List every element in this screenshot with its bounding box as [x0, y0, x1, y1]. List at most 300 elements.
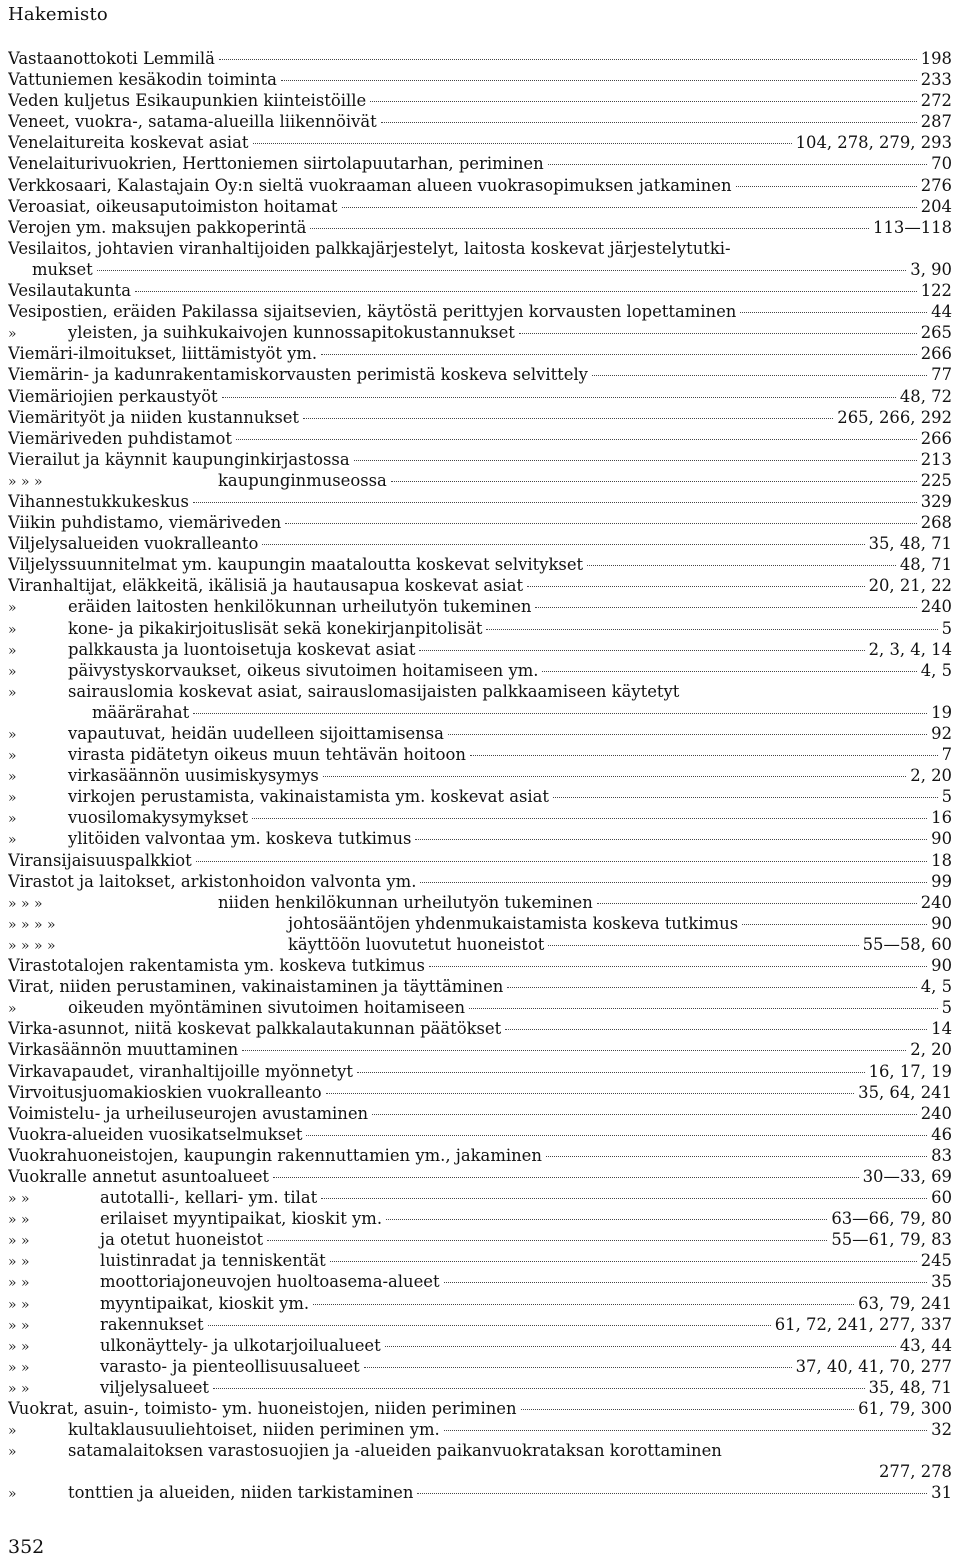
entry-pages: 266	[920, 344, 952, 364]
dot-leader	[354, 460, 917, 461]
entry-pages: 18	[931, 850, 952, 870]
index-entry	[8, 1145, 952, 1166]
entry-text: Viemäriveden puhdistamot	[8, 428, 232, 448]
ditto-mark: »	[8, 811, 17, 828]
dot-leader	[505, 1029, 927, 1030]
page-header: Hakemisto	[8, 4, 108, 25]
index-entry	[8, 1103, 952, 1124]
entry-pages: 5	[941, 618, 952, 638]
entry-pages: 61, 72, 241, 277, 337	[774, 1314, 952, 1334]
entry-pages: 268	[920, 513, 952, 533]
index-entry	[8, 1187, 952, 1208]
dot-leader	[321, 354, 917, 355]
dot-leader	[470, 755, 938, 756]
entry-text: Venelaiturivuokrien, Herttoniemen siirtolapuutarhan, periminen	[8, 154, 544, 174]
dot-leader	[252, 818, 927, 819]
dot-leader	[313, 1304, 854, 1305]
entry-text: Veneet, vuokra-, satama-alueilla liikennöivät	[8, 112, 377, 132]
dot-leader	[420, 882, 927, 883]
dot-leader	[587, 565, 896, 566]
entry-pages: 35, 48, 71	[868, 534, 952, 554]
entry-text: Viranhaltijat, eläkkeitä, ikälisiä ja hautausapua koskevat asiat	[8, 576, 524, 596]
entry-pages: 233	[920, 70, 952, 90]
entry-text: Viransijaisuuspalkkiot	[8, 850, 192, 870]
ditto-mark: »	[8, 832, 17, 849]
dot-leader	[736, 186, 917, 187]
index-entry	[8, 1061, 952, 1082]
entry-pages: 37, 40, 41, 70, 277	[795, 1356, 952, 1376]
dot-leader	[391, 481, 917, 482]
entry-text-continuation: mukset	[32, 259, 93, 279]
entry-pages: 20, 21, 22	[868, 576, 952, 596]
dot-leader	[253, 143, 792, 144]
entry-pages: 48, 71	[899, 555, 952, 575]
dot-leader	[262, 544, 864, 545]
index-entry	[8, 786, 952, 807]
entry-text: Virkavapaudet, viranhaltijoille myönnetyt	[8, 1061, 353, 1081]
ditto-mark: » » » »	[8, 916, 56, 933]
ditto-mark: » »	[8, 1275, 30, 1292]
index-entry	[8, 428, 952, 449]
entry-text: Viemärityöt ja niiden kustannukset	[8, 407, 300, 427]
entry-text: luistinradat ja tenniskentät	[100, 1251, 326, 1271]
entry-text: Viikin puhdistamo, viemäriveden	[8, 513, 282, 533]
dot-leader	[527, 586, 864, 587]
entry-pages: 35	[931, 1272, 952, 1292]
dot-leader	[370, 101, 917, 102]
dot-leader	[135, 291, 917, 292]
entry-text: kone- ja pikakirjoituslisät sekä konekirjanpitolisät	[68, 618, 483, 638]
index-entry	[8, 69, 952, 90]
index-entry	[8, 153, 952, 174]
entry-pages: 329	[920, 491, 952, 511]
ditto-mark: »	[8, 642, 17, 659]
entry-text: virkojen perustamista, vakinaistamista ym. koskevat asiat	[68, 787, 550, 807]
entry-text: Virvoitusjuomakioskien vuokralleanto	[8, 1082, 322, 1102]
dot-leader	[372, 1114, 917, 1115]
ditto-mark: » »	[8, 1296, 30, 1313]
index-entry	[8, 765, 952, 786]
entry-pages: 99	[931, 871, 952, 891]
entry-text: autotalli-, kellari- ym. tilat	[100, 1188, 318, 1208]
entry-pages: 77	[931, 365, 952, 385]
ditto-mark: »	[8, 663, 17, 680]
entry-text: Venelaitureita koskevat asiat	[8, 133, 249, 153]
entry-text: Viemärin- ja kadunrakentamiskorvausten perimistä koskeva selvittely	[8, 365, 588, 385]
entry-text: myyntipaikat, kioskit ym.	[100, 1293, 310, 1313]
index-entry	[8, 1335, 952, 1356]
index-entry	[8, 1039, 952, 1060]
entry-text: ylitöiden valvontaa ym. koskeva tutkimus	[68, 829, 412, 849]
entry-text: Verojen ym. maksujen pakkoperintä	[8, 217, 307, 237]
index-entry	[8, 1208, 952, 1229]
dot-leader	[542, 671, 916, 672]
entry-pages: 113—118	[873, 217, 952, 237]
index-entry	[8, 1377, 952, 1398]
entry-pages: 35, 48, 71	[868, 1377, 952, 1397]
ditto-mark: » »	[8, 1254, 30, 1271]
dot-leader	[469, 1008, 938, 1009]
dot-leader	[535, 607, 916, 608]
entry-pages: 213	[920, 449, 952, 469]
index-entry	[8, 934, 952, 955]
entry-pages: 19	[931, 702, 952, 722]
index-entry	[8, 1250, 952, 1271]
index-entry-continuation	[8, 702, 952, 723]
entry-text-continuation: määrärahat	[92, 702, 190, 722]
dot-leader	[521, 1409, 855, 1410]
entry-pages: 60	[931, 1188, 952, 1208]
ditto-mark: » »	[8, 1191, 30, 1208]
dot-leader	[357, 1072, 865, 1073]
ditto-mark: »	[8, 1423, 17, 1440]
entry-pages: 90	[931, 913, 952, 933]
ditto-mark: » »	[8, 1233, 30, 1250]
index-entry	[8, 343, 952, 364]
entry-pages: 2, 3, 4, 14	[868, 639, 952, 659]
entry-pages: 287	[920, 112, 952, 132]
entry-text: kultaklausuuliehtoiset, niiden periminen ym.	[68, 1420, 440, 1440]
entry-text: Vattuniemen kesäkodin toiminta	[8, 70, 277, 90]
index-entry	[8, 1293, 952, 1314]
ditto-mark: » » »	[8, 473, 43, 490]
index-entry	[8, 976, 952, 997]
entry-text: ulkonäyttely- ja ulkotarjoilualueet	[100, 1335, 381, 1355]
entry-text: rakennukset	[100, 1314, 204, 1334]
entry-text: Veroasiat, oikeusaputoimiston hoitamat	[8, 196, 338, 216]
dot-leader	[281, 80, 917, 81]
entry-pages: 272	[920, 91, 952, 111]
entry-text: kaupunginmuseossa	[218, 470, 387, 490]
entry-pages: 63—66, 79, 80	[831, 1209, 952, 1229]
index-entry	[8, 807, 952, 828]
entry-text: Vuokralle annetut asuntoalueet	[8, 1166, 269, 1186]
entry-text: niiden henkilökunnan urheilutyön tukeminen	[218, 892, 593, 912]
index-entry	[8, 491, 952, 512]
index-entry	[8, 1124, 952, 1145]
entry-pages: 16, 17, 19	[868, 1061, 952, 1081]
index-entry	[8, 364, 952, 385]
entry-pages: 35, 64, 241	[858, 1082, 952, 1102]
dot-leader	[310, 228, 869, 229]
ditto-mark: » »	[8, 1359, 30, 1376]
index-entry	[8, 1166, 952, 1187]
entry-text: Vastaanottokoti Lemmilä	[8, 49, 215, 68]
dot-leader	[386, 1219, 827, 1220]
entry-text: vapautuvat, heidän uudelleen sijoittamisensa	[68, 724, 444, 743]
entry-pages: 277, 278	[879, 1462, 952, 1482]
ditto-mark: »	[8, 769, 17, 786]
entry-pages: 4, 5	[920, 977, 952, 997]
entry-pages: 245	[920, 1251, 952, 1271]
index-entry	[8, 280, 952, 301]
index-entry	[8, 871, 952, 892]
index-entry	[8, 1314, 952, 1335]
index-entry	[8, 238, 952, 259]
ditto-mark: »	[8, 600, 17, 617]
entry-pages: 266	[920, 428, 952, 448]
entry-text: Virastotalojen rakentamista ym. koskeva tutkimus	[8, 956, 425, 976]
ditto-mark: »	[8, 1486, 17, 1503]
dot-leader	[444, 1282, 928, 1283]
index-entry	[8, 322, 952, 343]
entry-pages: 2, 20	[910, 766, 952, 786]
index-entry	[8, 660, 952, 681]
index-entry	[8, 1271, 952, 1292]
entry-pages: 44	[931, 302, 952, 322]
entry-pages: 3, 90	[910, 259, 952, 279]
dot-leader	[546, 1156, 927, 1157]
entry-pages: 43, 44	[899, 1335, 952, 1355]
entry-pages: 4, 5	[920, 660, 952, 680]
entry-pages: 240	[920, 597, 952, 617]
entry-text: eräiden laitosten henkilökunnan urheilutyön tukeminen	[68, 597, 532, 617]
entry-text: Vuokrat, asuin-, toimisto- ym. huoneistojen, niiden periminen	[8, 1399, 517, 1418]
dot-leader	[553, 797, 938, 798]
dot-leader	[429, 966, 927, 967]
entry-text: Viemäriojien perkaustyöt	[8, 386, 218, 406]
entry-pages: 63, 79, 241	[858, 1293, 952, 1313]
dot-leader	[385, 1346, 896, 1347]
index-entry	[8, 892, 952, 913]
entry-text: viljelysalueet	[100, 1377, 209, 1397]
entry-text: virasta pidätetyn oikeus muun tehtävän hoitoon	[68, 745, 466, 765]
dot-leader	[242, 1050, 906, 1051]
ditto-mark: » »	[8, 1317, 30, 1334]
index-entry	[8, 618, 952, 639]
ditto-mark: » »	[8, 1338, 30, 1355]
index-entry	[8, 449, 952, 470]
entry-pages: 30—33, 69	[862, 1166, 952, 1186]
index-entry	[8, 1440, 952, 1461]
dot-leader	[507, 987, 916, 988]
index-entry	[8, 1398, 952, 1419]
entry-text: satamalaitoksen varastosuojien ja -alueiden paikanvuokrataksan korottaminen	[68, 1441, 722, 1461]
dot-leader	[193, 502, 917, 503]
index-entry	[8, 744, 952, 765]
entry-pages: 90	[931, 956, 952, 976]
dot-leader	[273, 1177, 859, 1178]
ditto-mark: » »	[8, 1212, 30, 1229]
dot-leader	[303, 418, 833, 419]
entry-pages: 90	[931, 829, 952, 849]
entry-text: ja otetut huoneistot	[100, 1230, 264, 1250]
entry-text: Virastot ja laitokset, arkistonhoidon valvonta ym.	[8, 871, 417, 891]
entry-text: Veden kuljetus Esikaupunkien kiinteistöille	[8, 91, 367, 111]
entry-text: tonttien ja alueiden, niiden tarkistaminen	[68, 1483, 414, 1503]
entry-text: Viljelyssuunnitelmat ym. kaupungin maataloutta koskevat selvitykset	[8, 555, 584, 575]
dot-leader	[213, 1388, 865, 1389]
entry-text: Viljelysalueiden vuokralleanto	[8, 534, 259, 554]
ditto-mark: »	[8, 1001, 17, 1018]
dot-leader	[306, 1135, 927, 1136]
index-entry	[8, 301, 952, 322]
dot-leader	[364, 1367, 792, 1368]
entry-text: virkasäännön uusimiskysymys	[68, 766, 319, 786]
entry-pages: 55—61, 79, 83	[831, 1230, 952, 1250]
dot-leader	[548, 945, 858, 946]
dot-leader	[486, 629, 937, 630]
ditto-mark: » »	[8, 1380, 30, 1397]
entry-pages: 32	[931, 1420, 952, 1440]
entry-pages: 265	[920, 323, 952, 343]
entry-pages: 16	[931, 808, 952, 828]
index-entry	[8, 681, 952, 702]
index-entry	[8, 913, 952, 934]
entry-pages: 46	[931, 1124, 952, 1144]
entry-pages: 122	[920, 281, 952, 301]
ditto-mark: »	[8, 790, 17, 807]
ditto-mark: »	[8, 1444, 17, 1461]
entry-pages: 31	[931, 1483, 952, 1503]
entry-pages: 240	[920, 892, 952, 912]
entry-text: Vesilaitos, johtavien viranhaltijoiden palkkajärjestelyt, laitosta koskevat järjestelytutki-	[8, 238, 731, 258]
index-entry	[8, 850, 952, 871]
entry-pages: 204	[920, 196, 952, 216]
entry-text: varasto- ja pienteollisuusalueet	[100, 1356, 360, 1376]
index-entry	[8, 596, 952, 617]
index-entry-continuation	[8, 1461, 952, 1482]
entry-pages: 70	[931, 154, 952, 174]
index-entry	[8, 512, 952, 533]
entry-pages: 240	[920, 1103, 952, 1123]
entry-text: johtosääntöjen yhdenmukaistamista koskeva tutkimus	[288, 913, 739, 933]
dot-leader	[208, 1325, 771, 1326]
dot-leader	[219, 59, 917, 60]
entry-text: oikeuden myöntäminen sivutoimen hoitamiseen	[68, 998, 466, 1018]
dot-leader	[419, 650, 864, 651]
entry-pages: 198	[920, 49, 952, 68]
entry-text: Viemäri-ilmoitukset, liittämistyöt ym.	[8, 344, 318, 364]
entry-text: Virka-asunnot, niitä koskevat palkkalautakunnan päätökset	[8, 1019, 502, 1039]
entry-text: Virkasäännön muuttaminen	[8, 1040, 239, 1060]
entry-text: palkkausta ja luontoisetuja koskevat asiat	[68, 639, 416, 659]
index-entry	[8, 196, 952, 217]
entry-text: käyttöön luovutetut huoneistot	[288, 934, 545, 954]
entry-text: Vierailut ja käynnit kaupunginkirjastossa	[8, 449, 350, 469]
index-entry	[8, 1482, 952, 1503]
entry-text: päivystyskorvaukset, oikeus sivutoimen hoitamiseen ym.	[68, 660, 539, 680]
ditto-mark: »	[8, 684, 17, 701]
index-entry-continuation	[8, 259, 952, 280]
entry-text: vuosilomakysymykset	[68, 808, 249, 828]
index-entry	[8, 533, 952, 554]
dot-leader	[448, 734, 927, 735]
ditto-mark: »	[8, 748, 17, 765]
entry-pages: 61, 79, 300	[858, 1399, 952, 1418]
dot-leader	[740, 312, 927, 313]
entry-pages: 104, 278, 279, 293	[795, 133, 952, 153]
entry-text: moottoriajoneuvojen huoltoasema-alueet	[100, 1272, 440, 1292]
ditto-mark: » » » »	[8, 937, 56, 954]
dot-leader	[519, 333, 917, 334]
dot-leader	[326, 1093, 855, 1094]
index-entry	[8, 1018, 952, 1039]
entry-text: Vihannestukkukeskus	[8, 491, 189, 511]
dot-leader	[267, 1240, 827, 1241]
dot-leader	[222, 397, 896, 398]
entry-text: yleisten, ja suihkukaivojen kunnossapitokustannukset	[68, 323, 515, 343]
entry-text: Verkkosaari, Kalastajain Oy:n sieltä vuokraaman alueen vuokrasopimuksen jatkaminen	[8, 175, 732, 195]
index-entry	[8, 175, 952, 196]
dot-leader	[236, 439, 917, 440]
dot-leader	[381, 122, 917, 123]
index-entry	[8, 217, 952, 238]
entry-pages: 92	[931, 724, 952, 743]
entry-text: Vesilautakunta	[8, 281, 132, 301]
dot-leader	[597, 903, 917, 904]
index-entry	[8, 1356, 952, 1377]
index-entry	[8, 48, 952, 69]
dot-leader	[417, 1493, 927, 1494]
dot-leader	[97, 270, 907, 271]
entry-text: Virat, niiden perustaminen, vakinaistaminen ja täyttäminen	[8, 977, 504, 997]
entry-pages: 276	[920, 175, 952, 195]
ditto-mark: »	[8, 621, 17, 638]
index-entry	[8, 575, 952, 596]
dot-leader	[330, 1261, 917, 1262]
index-entry	[8, 639, 952, 660]
dot-leader	[444, 1430, 927, 1431]
entry-pages: 225	[920, 470, 952, 490]
dot-leader	[285, 523, 916, 524]
index-list	[8, 48, 952, 1503]
entry-pages: 14	[931, 1019, 952, 1039]
index-entry	[8, 386, 952, 407]
dot-leader	[742, 924, 927, 925]
entry-pages: 5	[941, 998, 952, 1018]
index-entry	[8, 470, 952, 491]
entry-pages: 2, 20	[910, 1040, 952, 1060]
entry-text: Vesipostien, eräiden Pakilassa sijaitsevien, käytöstä perittyjen korvausten lopettaminen	[8, 302, 737, 322]
entry-text: erilaiset myyntipaikat, kioskit ym.	[100, 1209, 383, 1229]
index-entry	[8, 554, 952, 575]
dot-leader	[196, 861, 927, 862]
dot-leader	[342, 207, 917, 208]
entry-pages: 7	[941, 745, 952, 765]
dot-leader	[321, 1198, 927, 1199]
index-entry	[8, 955, 952, 976]
entry-pages: 55—58, 60	[862, 934, 952, 954]
entry-text: Voimistelu- ja urheiluseurojen avustaminen	[8, 1103, 369, 1123]
index-entry	[8, 132, 952, 153]
ditto-mark: »	[8, 326, 17, 343]
entry-pages: 83	[931, 1145, 952, 1165]
ditto-mark: » » »	[8, 895, 43, 912]
dot-leader	[323, 776, 906, 777]
entry-pages: 48, 72	[899, 386, 952, 406]
entry-pages: 5	[941, 787, 952, 807]
index-entry	[8, 828, 952, 849]
ditto-mark: »	[8, 727, 17, 743]
index-entry	[8, 1082, 952, 1103]
index-entry	[8, 723, 952, 744]
index-entry	[8, 1229, 952, 1250]
dot-leader	[548, 164, 927, 165]
index-entry	[8, 90, 952, 111]
index-entry	[8, 1419, 952, 1440]
dot-leader	[193, 713, 927, 714]
entry-text: Vuokra-alueiden vuosikatselmukset	[8, 1124, 303, 1144]
entry-pages: 265, 266, 292	[837, 407, 952, 427]
page-number: 352	[8, 1536, 45, 1558]
entry-text: sairauslomia koskevat asiat, sairauslomasijaisten palkkaamiseen käytetyt	[68, 681, 680, 701]
dot-leader	[415, 839, 927, 840]
index-entry	[8, 407, 952, 428]
index-entry	[8, 997, 952, 1018]
entry-text: Vuokrahuoneistojen, kaupungin rakennuttamien ym., jakaminen	[8, 1145, 542, 1165]
index-entry	[8, 111, 952, 132]
